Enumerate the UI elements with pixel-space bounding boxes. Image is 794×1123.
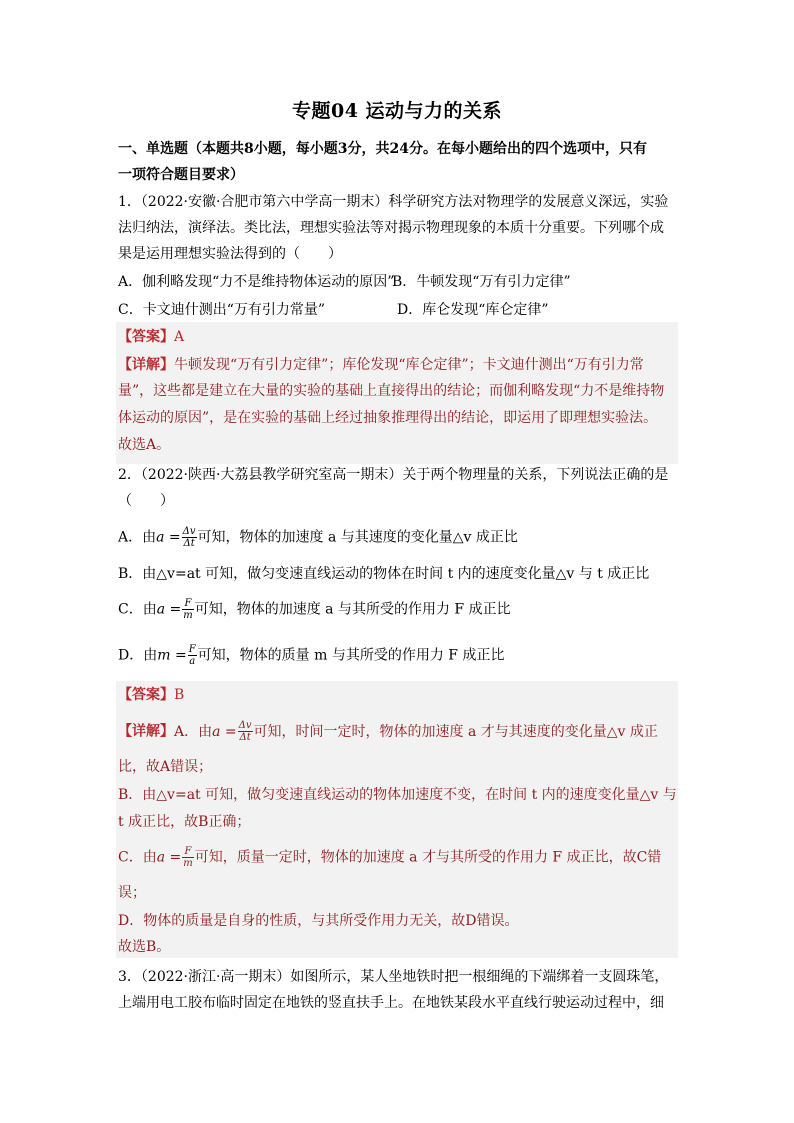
q2-detail-a-text: 可知，时间一定时，物体的加速度 a 才与其速度的变化量△v 成正 [253,723,658,740]
q2-detail-c-numerator: F [182,846,193,858]
q2-detail-b-line2: t 成正比，故B正确； [118,814,251,830]
q2-detail-a-line2: 比，故A错误； [118,759,213,775]
q2-option-a-fraction [182,526,197,549]
q2-answer-label: 【答案】 [118,687,174,703]
q2-detail-c [118,846,678,869]
q1-answer-value: A [174,329,185,345]
section-heading-line2: 一项符合题目要求） [118,167,244,183]
q2-detail-label: 【详解】 [118,723,174,740]
q2-option-d-lhs: m = [157,647,187,664]
q2-option-d-text: 可知，物体的质量 m 与其所受的作用力 F 成正比 [197,647,505,664]
q3-stem-line1: 3．（2022·浙江·高一期末）如图所示，某人坐地铁时把一根细绳的下端绑着一支圆珠笔， [118,969,669,985]
q2-detail-a-fraction [238,720,253,743]
q2-detail-c-prefix: C．由 [118,849,157,866]
q1-option-d: D．库仑发现“库仑定律” [397,302,549,318]
q2-option-c [118,598,678,621]
q1-stem-line1: 1．（2022·安徽·合肥市第六中学高一期末）科学研究方法对物理学的发展意义深远，实验 [118,194,669,210]
q2-option-c-numerator: F [182,598,193,610]
q2-option-c-lhs: a = [156,601,182,618]
q2-option-a-lhs: a = [156,529,181,546]
q1-detail-line3: 体运动的原因”，是在实验的基础上经过抽象推理得出的结论，即运用了即理想实验法。 [118,410,658,426]
q2-detail-c-line2: 误； [118,885,146,901]
q2-answer [118,686,678,704]
q2-option-a-denominator: Δt [183,538,195,549]
q2-option-d-denominator: a [189,656,196,667]
q2-detail-a-denominator: Δt [239,732,251,743]
q2-detail-a [118,720,678,743]
q1-option-b: B．牛顿发现“万有引力定律” [392,274,571,290]
q2-option-c-fraction [182,598,193,621]
q2-option-b: B．由△v=at 可知，做匀变速直线运动的物体在时间 t 内的速度变化量△v 与 t 成正比 [118,566,650,582]
q2-option-a [118,526,678,549]
q1-stem-line3: 果是运用理想实验法得到的（ ） [118,246,342,262]
q2-option-a-text: 可知，物体的加速度 a 与其速度的变化量△v 成正比 [197,529,518,546]
q2-stem-line1: 2．（2022·陕西·大荔县教学研究室高一期末）关于两个物理量的关系，下列说法正确的是 [118,467,669,483]
q2-detail-a-content [174,720,658,743]
q1-detail-text1: 牛顿发现“万有引力定律”；库伦发现“库仑定律”；卡文迪什测出“万有引力常 [174,357,644,373]
q2-detail-c-text: 可知，质量一定时，物体的加速度 a 才与其所受的作用力 F 成正比，故C错 [194,849,662,866]
q2-detail-a-lhs: a = [212,723,237,740]
page-title: 专题04 运动与力的关系 [291,100,503,122]
q1-detail-line2: 量”，这些都是建立在大量的实验的基础上直接得出的结论；而伽利略发现“力不是维持物 [118,383,665,399]
q2-detail-c-fraction [182,846,193,869]
q1-detail-line1 [118,356,678,374]
q1-option-a: A．伽利略发现“力不是维持物体运动的原因” [118,274,395,290]
q2-detail-b-line1: B．由△v=at 可知，做匀变速直线运动的物体加速度不变，在时间 t 内的速度变化量△v 与 [118,787,677,803]
q1-option-c: C．卡文迪什测出“万有引力常量” [118,302,326,318]
q2-stem-line2: （ ） [118,493,174,509]
q2-detail-a-numerator: Δv [238,720,252,731]
q2-option-c-denominator: m [183,610,193,621]
q2-option-c-text: 可知，物体的加速度 a 与其所受的作用力 F 成正比 [194,601,511,618]
q2-detail-c-denominator: m [183,858,193,869]
q1-conclusion: 故选A。 [118,437,171,453]
q2-conclusion: 故选B。 [118,939,171,955]
q1-answer-label: 【答案】 [118,329,174,345]
q2-option-d-fraction [188,644,197,667]
q1-answer [118,328,678,346]
q2-option-a-prefix: A．由 [118,529,157,546]
q2-detail-a-prefix: A．由 [174,723,213,740]
q2-option-d-prefix: D．由 [118,647,158,664]
q3-stem-line2: 上端用电工胶布临时固定在地铁的竖直扶手上。在地铁某段水平直线行驶运动过程中，细 [118,995,664,1011]
q2-detail-d: D．物体的质量是自身的性质，与其所受作用力无关，故D错误。 [118,913,519,929]
q2-answer-value: B [174,687,185,703]
q2-option-a-numerator: Δv [182,526,196,537]
q2-detail-c-lhs: a = [156,849,182,866]
q2-option-d [118,644,678,667]
q2-option-d-numerator: F [188,644,196,655]
q1-stem-line2: 法归纳法，演绎法。类比法，理想实验法等对揭示物理现象的本质十分重要。下列哪个成 [118,220,664,236]
q1-detail-label: 【详解】 [118,357,174,373]
q2-option-c-prefix: C．由 [118,601,157,618]
section-heading-line1: 一、单选题（本题共8小题，每小题3分，共24分。在每小题给出的四个选项中，只有 [118,141,647,157]
